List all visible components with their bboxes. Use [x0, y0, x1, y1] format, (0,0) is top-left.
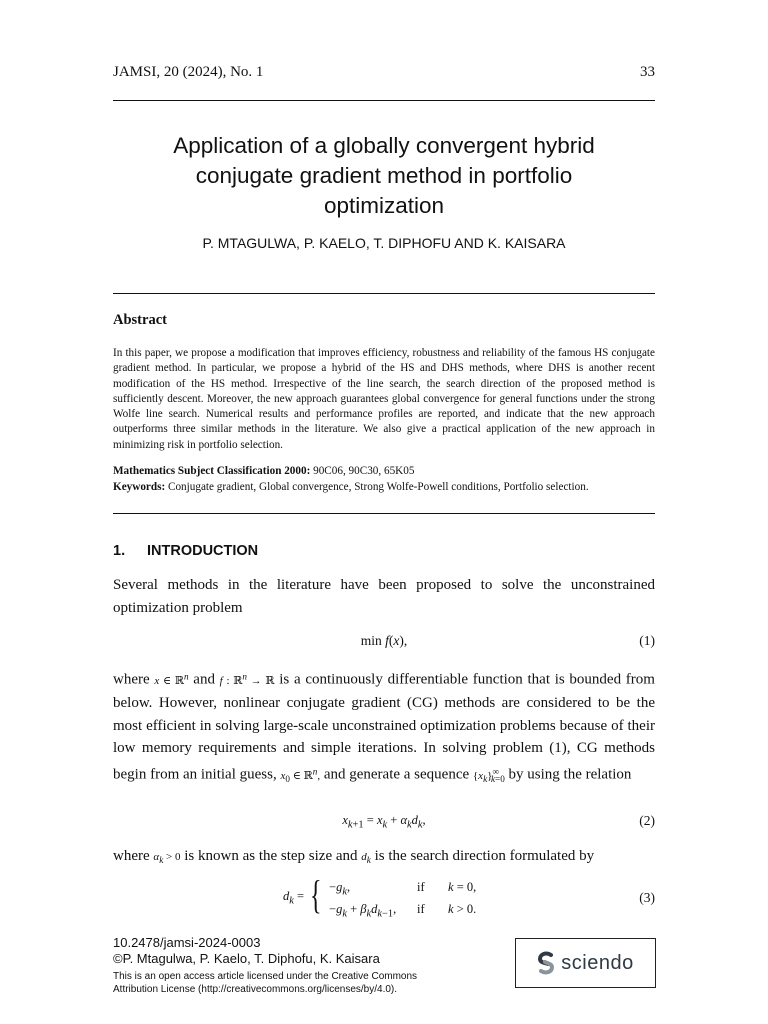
license-line-2: Attribution License (http://creativecommons.org/licenses/by/4.0).: [113, 984, 398, 995]
section-title: INTRODUCTION: [147, 543, 259, 559]
section-heading: [113, 543, 258, 559]
p2-start: where: [113, 671, 150, 688]
intro-paragraph-3: [113, 845, 655, 872]
equation-3-brace: {: [310, 872, 322, 917]
page-number: 33: [640, 64, 655, 80]
equation-1-tag: (1): [639, 633, 655, 648]
classification-block: [113, 464, 673, 495]
keywords-label: Keywords:: [113, 480, 166, 493]
intro-paragraph-2: where x ∈ ℝ$^n$ and f : ℝ$^n$ → ℝ is a continuously differentiable function that is bounded from below. However, nonlinear conjugate gradient (CG) methods are considered to be the most efficient in solving large-scale unconstrained optimization problems because of their low memory requirements and simple iterations. In solving problem (1), CG methods begin from an initial guess, $x_0$ ∈ ℝ$^n$, and generate a sequence $\{x_k\}^\infty_{k=0}$ by using the relation: [113, 671, 655, 784]
author-list: P. MTAGULWA, P. KAELO, T. DIPHOFU AND K. KAISARA: [202, 235, 566, 251]
abstract-heading: Abstract: [113, 312, 167, 328]
math-sequence: $\{x_k\}^\infty_{k=0}$: [472, 766, 505, 784]
keywords-value: Conjugate gradient, Global convergence, Strong Wolfe-Powell conditions, Portfolio selection.: [168, 480, 589, 493]
title-line-2: conjugate gradient method in portfolio: [195, 163, 573, 188]
abstract-top-rule: [113, 293, 655, 294]
sciendo-mark-icon: [537, 951, 555, 975]
p3-start: where: [113, 848, 150, 864]
footer-citation: [113, 935, 380, 967]
license-notice: [113, 970, 417, 996]
p2-sequence: and generate a sequence: [323, 766, 470, 783]
equation-1: [113, 633, 655, 653]
equation-3-lhs: $d_k$ =: [283, 889, 305, 907]
sciendo-logo: [515, 938, 656, 988]
equation-3-cond-1: k = 0,: [448, 880, 477, 894]
equation-3-case-1: $-g_k$,: [329, 880, 351, 898]
msc-label: Mathematics Subject Classification 2000:: [113, 465, 311, 477]
section-number: 1.: [113, 543, 126, 559]
msc-line: [113, 464, 673, 480]
equation-2: [113, 813, 655, 833]
title-line-3: optimization: [323, 193, 445, 218]
journal-header: JAMSI, 20 (2024), No. 1: [113, 64, 264, 80]
math-x0: $x_0$ ∈ ℝ$^n$,: [280, 766, 321, 784]
header-rule: [113, 100, 655, 101]
equation-3: [113, 874, 655, 924]
abstract-bottom-rule: [113, 513, 655, 514]
equation-3-cond-2: k > 0.: [448, 902, 477, 916]
keywords-line: [113, 480, 673, 496]
math-x-in-rn: x ∈ ℝ$^n$: [154, 671, 189, 687]
sciendo-wordmark: sciendo: [561, 951, 634, 974]
doi-text: 10.2478/jamsi-2024-0003: [113, 935, 261, 950]
equation-3-if-2: if: [417, 902, 425, 916]
math-alpha: $\alpha_k > 0$: [153, 851, 181, 866]
p3-middle: is known as the step size and: [184, 848, 358, 864]
p2-middle: is a continuously differentiable function that is bounded from below. However, nonlinear conjugate gradient (CG) methods are considered to be the most efficient in solving large-scale unconstrained optimization problems because of their low memory requirements and simple iterations. In solving problem (1), CG methods begin from an initial guess,: [113, 671, 655, 783]
equation-3-tag: (3): [639, 890, 655, 905]
equation-3-case-2: $-g_k + \beta_kd_{k-1}$,: [329, 902, 397, 920]
copyright-text: ©P. Mtagulwa, P. Kaelo, T. Diphofu, K. Kaisara: [113, 951, 380, 966]
title-line-1: Application of a globally convergent hybrid: [173, 133, 595, 158]
p2-end: by using the relation: [508, 766, 632, 783]
paper-title: [113, 131, 655, 221]
license-line-1: This is an open access article licensed under the Creative Commons: [113, 971, 418, 982]
abstract-text: In this paper, we propose a modification that improves efficiency, robustness and reliability of the famous HS conjugate gradient method. In particular, we propose a hybrid of the HS and DHS methods, where DHS is another recent modification of the HS method. Irrespective of the line search, the search direction of the proposed method is sufficiently descent. Moreover, the new approach guarantees global convergence for general functions under the strong Wolfe line search. Numerical results and performance profiles are reported, and indicate that the new approach outperforms three similar methods in the literature. We also give a practical application of the new approach in minimizing risk in portfolio selection.: [113, 347, 655, 451]
math-f-map: f : ℝ$^n$ → ℝ: [219, 671, 275, 687]
p3-end: is the search direction formulated by: [374, 848, 595, 864]
math-dk: $d_k$: [361, 851, 371, 866]
intro-paragraph-1: Several methods in the literature have been proposed to solve the unconstrained optimization problem: [113, 577, 655, 616]
equation-2-tag: (2): [639, 813, 655, 828]
equation-2-body: $x_{k+1} = x_k + \alpha_kd_k$,: [342, 813, 426, 831]
equation-1-body: min f(x),: [360, 633, 408, 648]
equation-3-if-1: if: [417, 880, 425, 894]
msc-value: 90C06, 90C30, 65K05: [313, 465, 415, 477]
